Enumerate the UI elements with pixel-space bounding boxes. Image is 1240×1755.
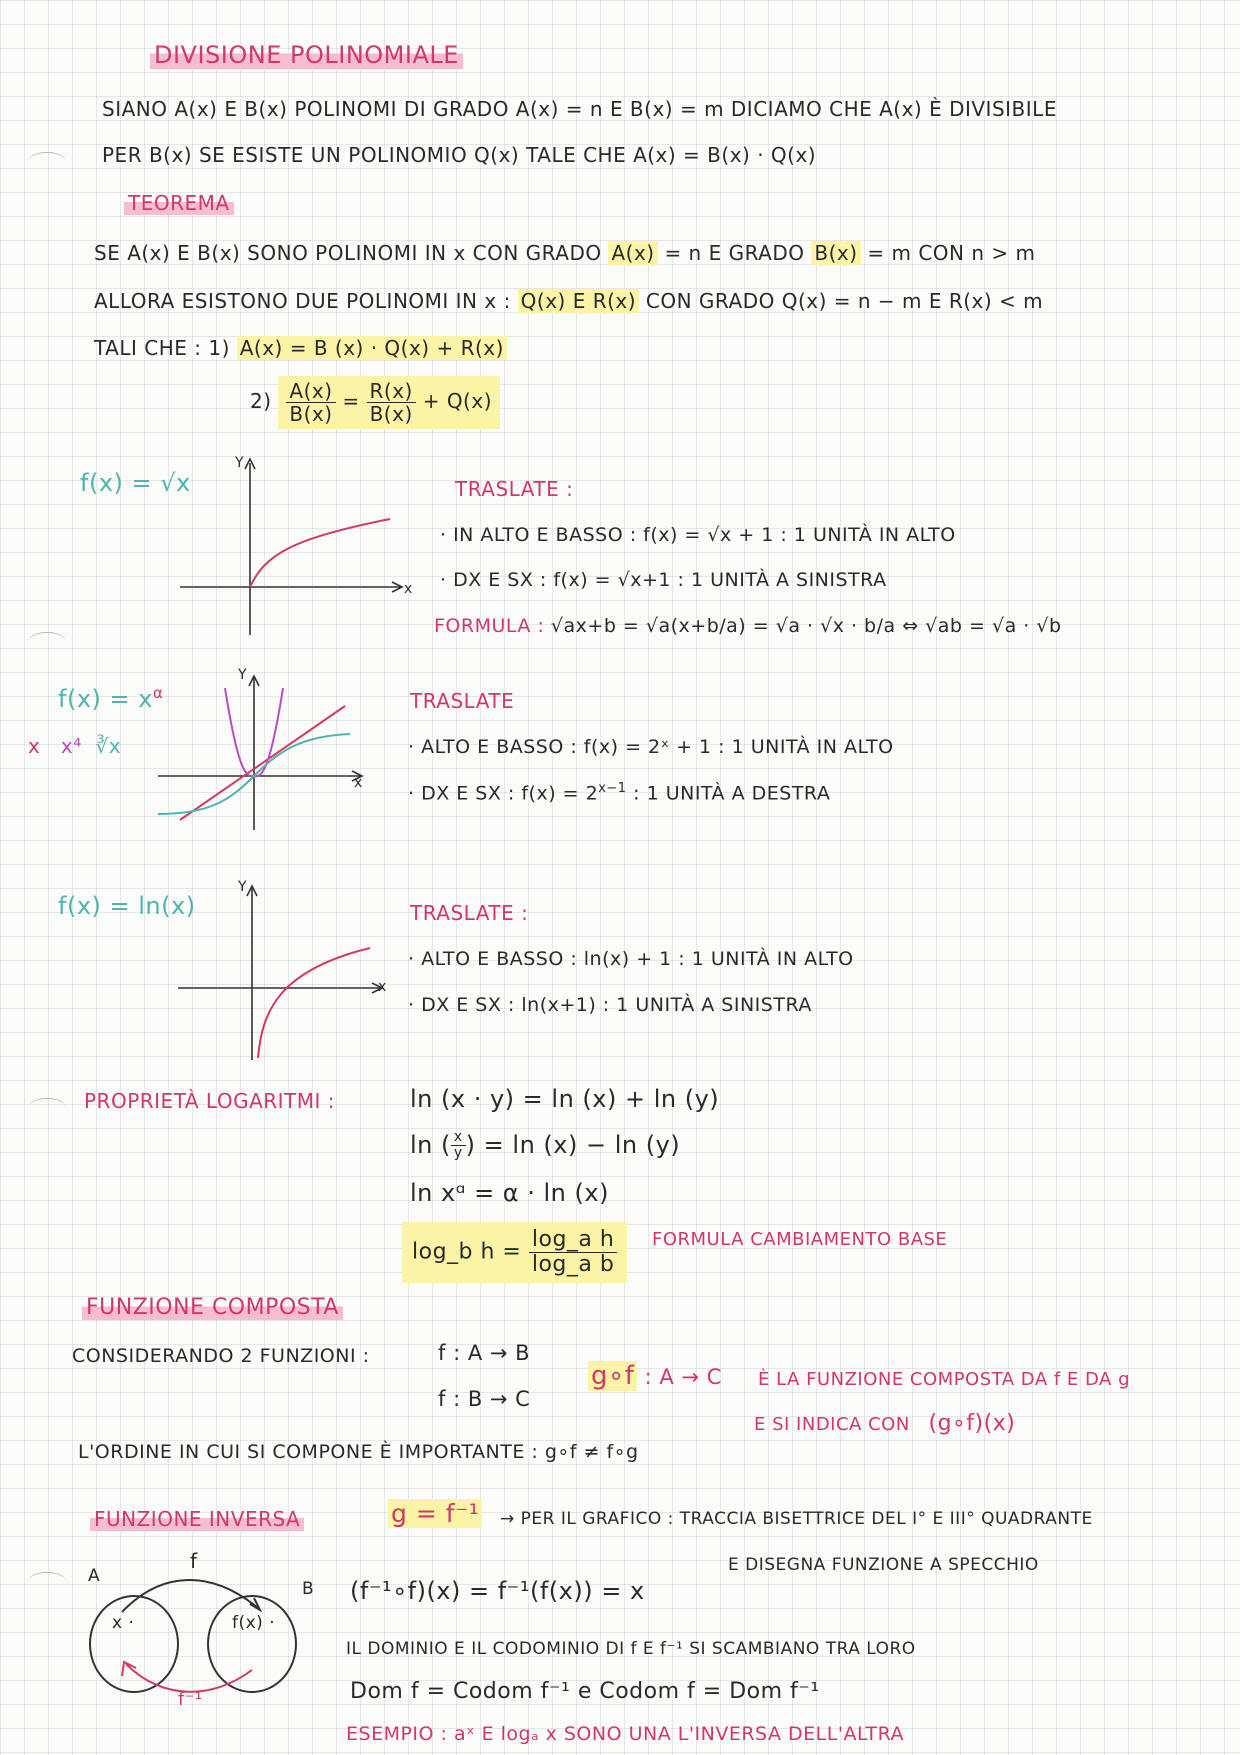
composite-gof: g∘f : A → C — [588, 1362, 722, 1391]
log-property-power: ln xᵅ = α · ln (x) — [410, 1179, 609, 1207]
inverse-graph-note-1: → PER IL GRAFICO : TRACCIA BISETTRICE DEL I° E III° QUADRANTE — [500, 1509, 1093, 1529]
sqrt-graph — [170, 455, 430, 640]
theorem-line3: TALI CHE : 1) A(x) = B (x) · Q(x) + R(x) — [94, 337, 507, 359]
sqrt-translate-title: TRASLATE : — [455, 477, 574, 501]
map-finv-label: f⁻¹ — [178, 1689, 203, 1710]
power-translate-line2: · DX E SX : $f(x) = 2^{x-1}$ : 1 UNITÀ A DESTRA — [408, 781, 831, 805]
section-title-composite: FUNZIONE COMPOSTA — [82, 1296, 343, 1320]
composite-indicated: E SI INDICA CON (g∘f)(x) — [754, 1411, 1016, 1436]
composite-order-note: L'ORDINE IN CUI SI COMPONE È IMPORTANTE : g∘f ≠ f∘g — [78, 1441, 639, 1463]
section-title-division: DIVISIONE POLINOMIALE — [150, 42, 463, 68]
log-graph-x-label: x — [378, 979, 387, 995]
change-of-base-note: FORMULA CAMBIAMENTO BASE — [652, 1229, 948, 1250]
composite-consider: CONSIDERANDO 2 FUNZIONI : — [72, 1345, 370, 1367]
log-change-of-base: log_b h = $\frac{\text{log\_a h}}{\text{log\_a b}}$ — [402, 1222, 627, 1283]
element-x: x · — [112, 1613, 135, 1633]
sqrt-graph-y-label: Y — [235, 455, 245, 471]
inverse-dom-codom: Dom f = Codom f⁻¹ e Codom f = Dom f⁻¹ — [350, 1679, 820, 1704]
theorem-line1: SE A(x) E B(x) SONO POLINOMI IN x CON GRADO A(x) = n E GRADO B(x) = m CON n > m — [94, 241, 1036, 265]
composite-map-f1: f : A → B — [438, 1341, 531, 1365]
theorem-title: TEOREMA — [124, 192, 234, 214]
log-property-product: ln (x · y) = ln (x) + ln (y) — [410, 1085, 720, 1113]
theorem-item2: 2) $\frac{A(x)}{B(x)}$ = $\frac{R(x)}{B(x)}$ + Q(x) — [250, 376, 500, 429]
binder-hole — [28, 1098, 66, 1117]
power-translate-line1: · ALTO E BASSO : f(x) = 2ˣ + 1 : 1 UNITÀ IN ALTO — [408, 736, 894, 758]
composite-description: È LA FUNZIONE COMPOSTA DA f E DA g — [758, 1369, 1131, 1390]
log-translate-line1: · ALTO E BASSO : ln(x) + 1 : 1 UNITÀ IN ALTO — [408, 948, 854, 970]
sqrt-graph-x-label: x — [404, 581, 413, 597]
log-function-label: f(x) = ln(x) — [58, 892, 196, 920]
power-graph — [150, 667, 380, 835]
binder-hole — [28, 152, 66, 171]
theorem-line2: ALLORA ESISTONO DUE POLINOMI IN x : Q(x) E R(x) CON GRADO Q(x) = n − m E R(x) < m — [94, 289, 1044, 313]
sqrt-formula: FORMULA : √ax+b = √a(x+b/a) = √a · √x · b/a ⇔ √ab = √a · √b — [434, 615, 1062, 637]
log-graph-y-label: Y — [238, 879, 248, 895]
inverse-definition: g = f⁻¹ — [388, 1500, 482, 1528]
set-a-label: A — [88, 1566, 101, 1586]
power-function-label: $f(x) = x^\alpha$ — [58, 684, 164, 713]
composite-map-f2: f : B → C — [438, 1387, 531, 1411]
division-definition-line2: PER B(x) SE ESISTE UN POLINOMIO Q(x) TALE CHE A(x) = B(x) · Q(x) — [102, 143, 817, 167]
sqrt-translate-line1: · IN ALTO E BASSO : f(x) = √x + 1 : 1 UNITÀ IN ALTO — [440, 524, 956, 546]
inverse-identity: (f⁻¹∘f)(x) = f⁻¹(f(x)) = x — [350, 1577, 645, 1605]
inverse-graph-note-2: E DISEGNA FUNZIONE A SPECCHIO — [728, 1555, 1039, 1575]
division-definition-line1: SIANO A(x) E B(x) POLINOMI DI GRADO A(x) = n E B(x) = m DICIAMO CHE A(x) È DIVISIBILE — [102, 97, 1057, 121]
element-fx: f(x) · — [232, 1613, 276, 1633]
power-examples: x x⁴ ∛x — [28, 734, 122, 758]
log-properties-title: PROPRIETÀ LOGARITMI : — [84, 1089, 336, 1113]
inverse-example: ESEMPIO : aˣ E logₐ x SONO UNA L'INVERSA DELL'ALTRA — [346, 1723, 905, 1745]
binder-hole — [28, 632, 66, 651]
log-property-quotient: ln ( $\frac{x}{y}$ ) = ln (x) − ln (y) — [410, 1129, 681, 1162]
log-translate-line2: · DX E SX : ln(x+1) : 1 UNITÀ A SINISTRA — [408, 994, 812, 1016]
map-f-label: f — [190, 1549, 198, 1573]
sqrt-translate-line2: · DX E SX : f(x) = √x+1 : 1 UNITÀ A SINISTRA — [440, 569, 887, 591]
power-graph-y-label: Y — [238, 667, 248, 683]
power-graph-x-label: x — [354, 775, 363, 791]
log-translate-title: TRASLATE : — [410, 901, 529, 925]
inverse-domain-note: IL DOMINIO E IL CODOMINIO DI f E f⁻¹ SI SCAMBIANO TRA LORO — [346, 1639, 916, 1659]
section-title-inverse: FUNZIONE INVERSA — [90, 1508, 304, 1530]
set-b-label: B — [302, 1579, 315, 1599]
log-graph — [170, 880, 400, 1065]
power-translate-title: TRASLATE — [410, 689, 515, 713]
binder-hole — [28, 1572, 66, 1591]
sqrt-function-label: f(x) = √x — [80, 469, 191, 497]
